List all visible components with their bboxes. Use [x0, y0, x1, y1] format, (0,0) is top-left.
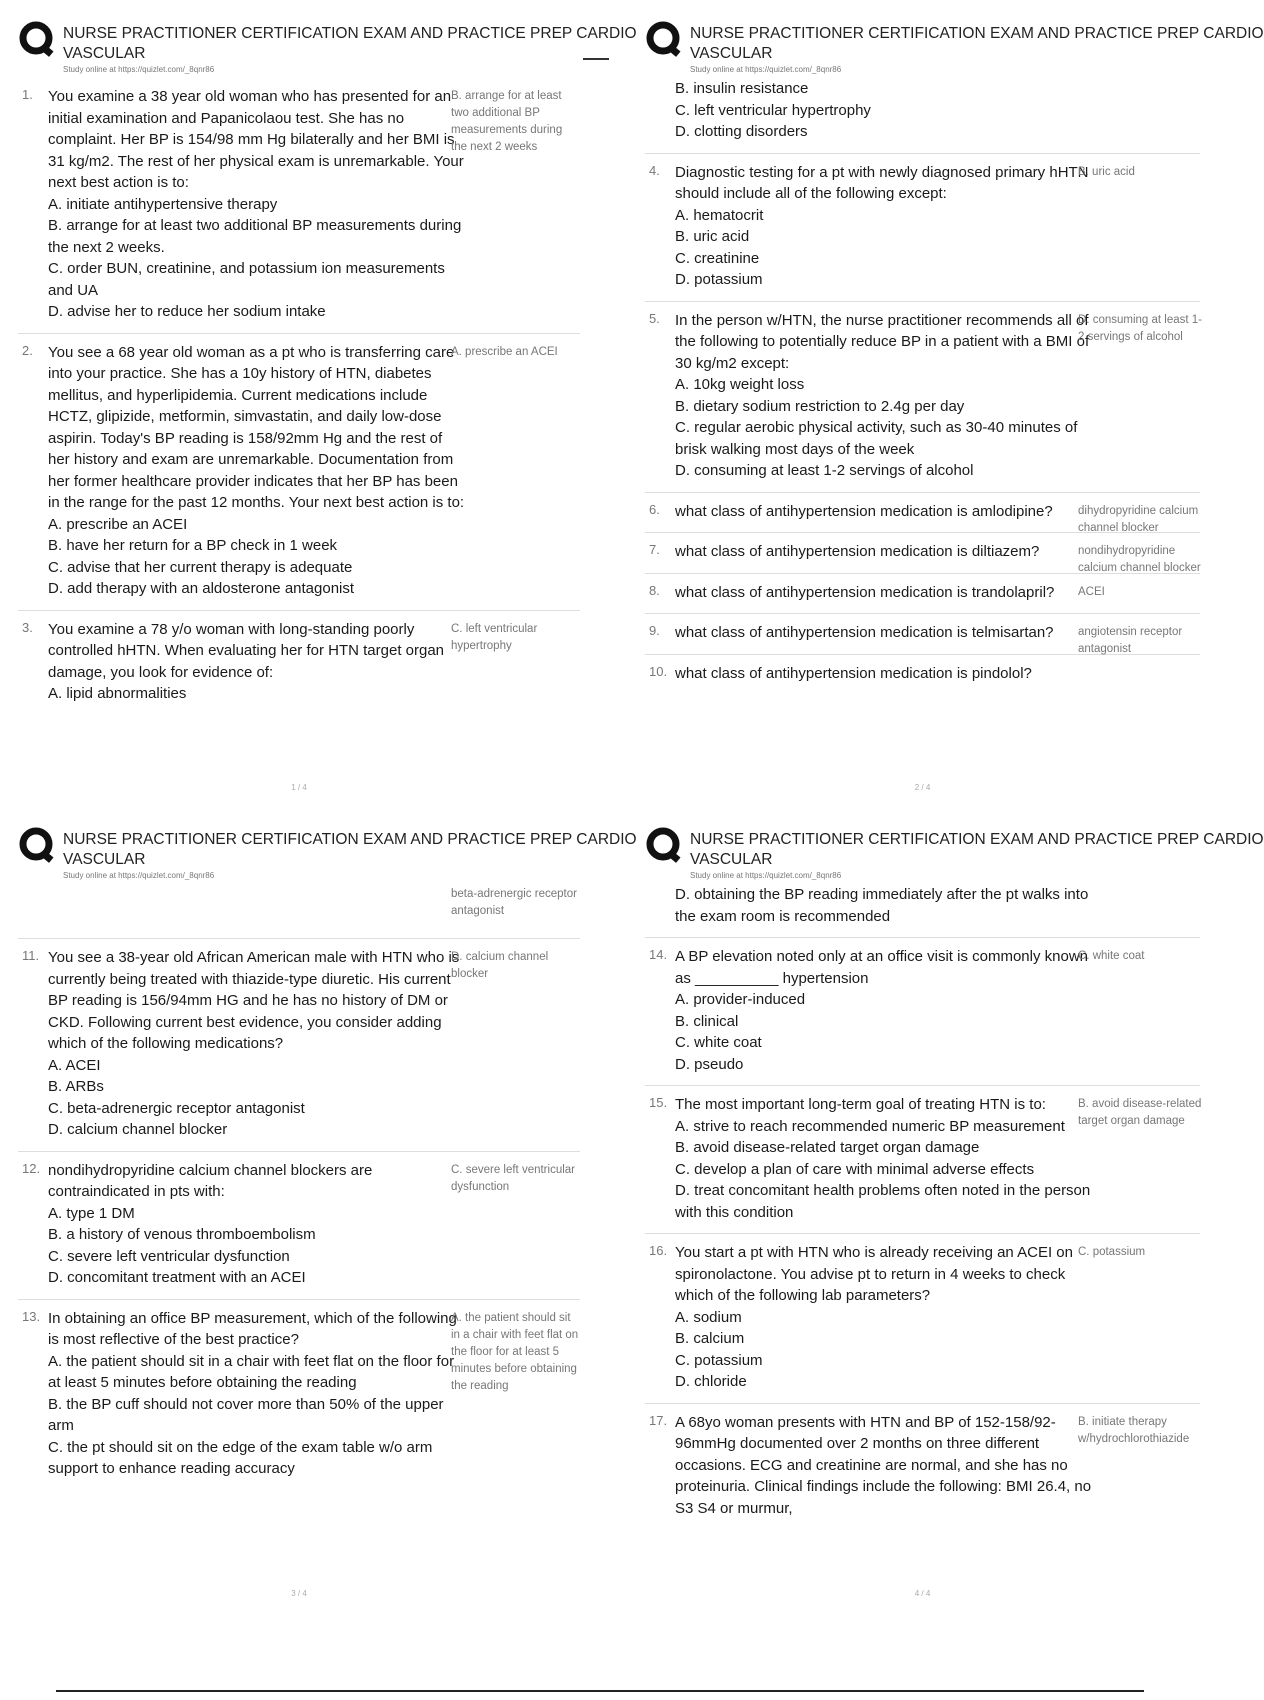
bottom-rule: [56, 1690, 1144, 1692]
answer-option: B. the BP cuff should not cover more than 50% of the upper arm: [48, 1395, 444, 1434]
study-link[interactable]: Study online at https://quizlet.com/_8qnr86: [63, 65, 215, 74]
question-number: 17.: [649, 1412, 668, 1428]
question-item: [18, 78, 580, 334]
page-header: [645, 16, 1264, 78]
answer-option: C. develop a plan of care with minimal adverse effects: [675, 1160, 1035, 1178]
question-item: [645, 938, 1200, 1086]
answer-option: A. strive to reach recommended numeric BP measurement: [675, 1117, 1065, 1135]
answer-option: C. advise that her current therapy is adequate: [48, 558, 353, 576]
answer-option: B. uric acid: [675, 228, 750, 245]
question-item: [645, 614, 1200, 655]
answer-option: C. creatinine: [675, 249, 760, 267]
question-text: Diagnostic testing for a pt with newly diagnosed primary hHTN should include all of the following except:: [675, 163, 1089, 202]
page-header: [18, 822, 637, 884]
question-text: what class of antihypertension medication is pindolol?: [675, 664, 1032, 682]
question-number: 7.: [649, 542, 660, 557]
answer-key: ACEI: [1078, 585, 1105, 598]
answer-key: angiotensin receptor antagonist: [1078, 626, 1183, 655]
quizlet-logo-icon: [645, 826, 685, 866]
page-3: [18, 822, 637, 1602]
question-item: [645, 655, 1200, 695]
question-item: [645, 1234, 1200, 1404]
answer-option: C. severe left ventricular dysfunction: [48, 1247, 290, 1265]
question-item: [18, 939, 580, 1152]
question-item: [645, 154, 1200, 302]
answer-option: D. calcium channel blocker: [48, 1121, 228, 1138]
answer-option: B. dietary sodium restriction to 2.4g per day: [675, 397, 965, 415]
page-title: NURSE PRACTITIONER CERTIFICATION EXAM AND PRACTICE PREP CARDIO VASCULAR: [63, 25, 637, 62]
question-item: [18, 1300, 580, 1490]
answer-option: D. obtaining the BP reading immediately after the pt walks into the exam room is recommended: [675, 886, 1089, 925]
question-number: 5.: [649, 310, 660, 326]
answer-option: D. treat concomitant health problems often noted in the person with this condition: [675, 1182, 1091, 1221]
question-text: In obtaining an office BP measurement, which of the following is most reflective of the best practice?: [48, 1309, 457, 1348]
answer-option: C. beta-adrenergic receptor antagonist: [48, 1099, 305, 1117]
page-number: 2 / 4: [914, 783, 931, 792]
answer-option: D. add therapy with an aldosterone antagonist: [48, 580, 355, 597]
answer-option: C. left ventricular hypertrophy: [675, 101, 871, 119]
question-list: [645, 78, 1203, 694]
answer-option: A. 10kg weight loss: [675, 376, 805, 393]
answer-option: C. potassium: [675, 1351, 763, 1369]
page-header: [18, 16, 637, 78]
answer-option: A. the patient should sit in a chair with feet flat on the floor for at least 5 minutes before obtaining the reading: [48, 1352, 455, 1391]
answer-option: A. prescribe an ACEI: [48, 515, 188, 533]
question-text: A 68yo woman presents with HTN and BP of 152-158/92-96mmHg documented over 2 months on three different occasions. ECG and creatinine are normal, and she has no proteinuria. Clinical findings include the following: BMI 26.4, no S3 S4 or murmur,: [675, 1413, 1092, 1517]
answer-key: D. calcium channel blocker: [451, 951, 549, 980]
page-4: [645, 822, 1264, 1602]
question-number: 11.: [22, 948, 40, 963]
answer-key: A. prescribe an ACEI: [451, 345, 558, 358]
answer-key: C. left ventricular hypertrophy: [451, 622, 538, 652]
answer-option: B. calcium: [675, 1330, 745, 1347]
answer-key: D. consuming at least 1-2 servings of alcohol: [1078, 313, 1203, 343]
answer-key: dihydropyridine calcium channel blocker: [1078, 504, 1199, 534]
page-number: 3 / 4: [291, 1589, 307, 1598]
answer-key: C. potassium: [1078, 1246, 1146, 1258]
question-item: [18, 334, 580, 611]
question-number: 1.: [22, 87, 33, 102]
answer-option: D. potassium: [675, 271, 763, 288]
answer-option: D. advise her to reduce her sodium intake: [48, 303, 326, 320]
question-text: what class of antihypertension medication is telmisartan?: [675, 624, 1054, 641]
quizlet-logo-icon: [645, 20, 685, 60]
answer-option: B. ARBs: [48, 1078, 104, 1095]
study-link[interactable]: Study online at https://quizlet.com/_8qnr86: [690, 65, 842, 74]
question-number: 16.: [649, 1243, 668, 1258]
question-number: 15.: [649, 1095, 668, 1110]
answer-option: A. sodium: [675, 1308, 742, 1326]
question-number: 4.: [649, 162, 660, 178]
question-number: 9.: [649, 623, 660, 638]
page-title: NURSE PRACTITIONER CERTIFICATION EXAM AND PRACTICE PREP CARDIO VASCULAR: [63, 831, 637, 868]
page-title: NURSE PRACTITIONER CERTIFICATION EXAM AND PRACTICE PREP CARDIO VASCULAR: [690, 25, 1264, 62]
page-header: [645, 822, 1264, 884]
quizlet-logo-icon: [18, 20, 58, 60]
page-title: NURSE PRACTITIONER CERTIFICATION EXAM AND PRACTICE PREP CARDIO VASCULAR: [690, 831, 1264, 868]
answer-option: C. regular aerobic physical activity, such as 30-40 minutes of brisk walking most days of the week: [675, 419, 1078, 458]
question-item: [645, 1086, 1200, 1234]
answer-option: A. ACEI: [48, 1056, 101, 1074]
question-text: nondihydropyridine calcium channel blockers are contraindicated in pts with:: [48, 1161, 373, 1200]
question-text: You see a 68 year old woman as a pt who is transferring care into your practice. She has a 10y history of HTN, diabetes mellitus, and hyperlipidemia. Current medications include HCTZ, glipizide, metformin, simvastatin, and daily low-dose aspirin. Today's BP reading is 158/92mm Hg and the rest of her history and exam are unremarkable. Documentation from her former healthcare provider indicates that her BP has been in the range for the past 12 months. Your next best action is to:: [48, 343, 465, 511]
page-number: 4 / 4: [914, 1589, 931, 1598]
answer-option: C. order BUN, creatinine, and potassium ion measurements and UA: [48, 260, 445, 299]
question-text: The most important long-term goal of treating HTN is to:: [675, 1096, 1046, 1113]
answer-option: A. initiate antihypertensive therapy: [48, 195, 278, 213]
question-text: You see a 38-year old African American male with HTN who is currently being treated with thiazide-type diuretic. His current BP reading is 156/94mm HG and he has no history of DM or CKD. Following current best evidence, you consider adding which of the following medications?: [48, 949, 460, 1052]
question-number: 6.: [649, 501, 660, 517]
answer-option: C. the pt should sit on the edge of the exam table w/o arm support to enhance reading accuracy: [48, 1438, 433, 1477]
page-number: 1 / 4: [291, 783, 307, 792]
answer-option: D. concomitant treatment with an ACEI: [48, 1269, 306, 1286]
question-text: A BP elevation noted only at an office visit is commonly known as __________ hypertension: [675, 948, 1089, 987]
answer-key: B. initiate therapy w/hydrochlorothiazide: [1078, 1415, 1190, 1445]
question-text: In the person w/HTN, the nurse practitioner recommends all of the following to potentially reduce BP in a patient with a BMI of 30 kg/m2 except:: [675, 311, 1090, 372]
question-text: what class of antihypertension medication is amlodipine?: [675, 502, 1053, 520]
question-number: 14.: [649, 947, 668, 962]
answer-continuation: [18, 884, 580, 939]
answer-key: B. avoid disease-related target organ damage: [1078, 1098, 1202, 1127]
question-text: You examine a 78 y/o woman with long-standing poorly controlled hHTN. When evaluating her for HTN target organ damage, you look for evidence of:: [48, 620, 445, 681]
answer-key: nondihydropyridine calcium channel blocker: [1078, 545, 1201, 574]
study-link[interactable]: Study online at https://quizlet.com/_8qnr86: [690, 871, 842, 880]
question-item: [645, 302, 1203, 493]
answer-key: B. uric acid: [1078, 165, 1135, 178]
answer-option: B. insulin resistance: [675, 80, 809, 97]
answer-option: D. clotting disorders: [675, 123, 808, 140]
question-list: [18, 884, 580, 1490]
question-number: 2.: [22, 342, 33, 358]
study-link[interactable]: Study online at https://quizlet.com/_8qnr86: [63, 871, 215, 880]
question-text: You examine a 38 year old woman who has presented for an initial examination and Papanicolaou test. She has no complaint. Her BP is 154/98 mm Hg bilaterally and her BMI is 31 kg/m2. The rest of her physical exam is unremarkable. Your next best action is to:: [48, 88, 464, 191]
question-number: 13.: [22, 1308, 41, 1324]
question-item: [645, 574, 1200, 615]
question-text: what class of antihypertension medication is trandolapril?: [675, 583, 1055, 601]
answer-option: B. avoid disease-related target organ damage: [675, 1139, 980, 1156]
answer-option: A. type 1 DM: [48, 1204, 135, 1222]
question-number: 12.: [22, 1160, 41, 1176]
question-item: [645, 1404, 1200, 1530]
quizlet-logo-icon: [18, 826, 58, 866]
answer-option: B. have her return for a BP check in 1 week: [48, 537, 338, 554]
answer-option: D. chloride: [675, 1373, 747, 1390]
question-number: 3.: [22, 619, 33, 635]
question-item: [645, 493, 1200, 534]
answer-option: D. consuming at least 1-2 servings of alcohol: [675, 462, 974, 479]
answer-option: A. lipid abnormalities: [48, 685, 187, 702]
question-number: 8.: [649, 582, 660, 598]
page-1: [18, 16, 637, 796]
question-number: 10.: [649, 663, 668, 679]
answer-option: C. white coat: [675, 1034, 762, 1051]
answer-key: C. severe left ventricular dysfunction: [451, 1163, 575, 1193]
question-continuation: [645, 78, 1200, 154]
answer-option: B. clinical: [675, 1012, 739, 1030]
answer-key: beta-adrenergic receptor antagonist: [451, 888, 577, 917]
answer-option: A. hematocrit: [675, 206, 764, 224]
question-item: [18, 611, 580, 715]
question-list: [18, 78, 580, 715]
question-text: what class of antihypertension medication is diltiazem?: [675, 543, 1040, 560]
page-2: [645, 16, 1264, 796]
question-list: [645, 884, 1200, 1529]
answer-option: B. a history of venous thromboembolism: [48, 1226, 316, 1243]
question-item: [645, 533, 1200, 574]
answer-key: C. white coat: [1078, 950, 1145, 962]
answer-option: A. provider-induced: [675, 991, 806, 1008]
question-text: You start a pt with HTN who is already receiving an ACEI on spironolactone. You advise pt to return in 4 weeks to check which of the following lab parameters?: [675, 1244, 1073, 1304]
answer-key: B. arrange for at least two additional BP measurements during the next 2 weeks: [451, 90, 563, 153]
answer-option: B. arrange for at least two additional BP measurements during the next 2 weeks.: [48, 217, 462, 256]
question-continuation: [645, 884, 1200, 938]
question-item: [18, 1152, 580, 1300]
answer-key: A. the patient should sit in a chair with feet flat on the floor for at least 5 minutes before obtaining the reading: [451, 1311, 579, 1392]
answer-option: D. pseudo: [675, 1055, 744, 1073]
